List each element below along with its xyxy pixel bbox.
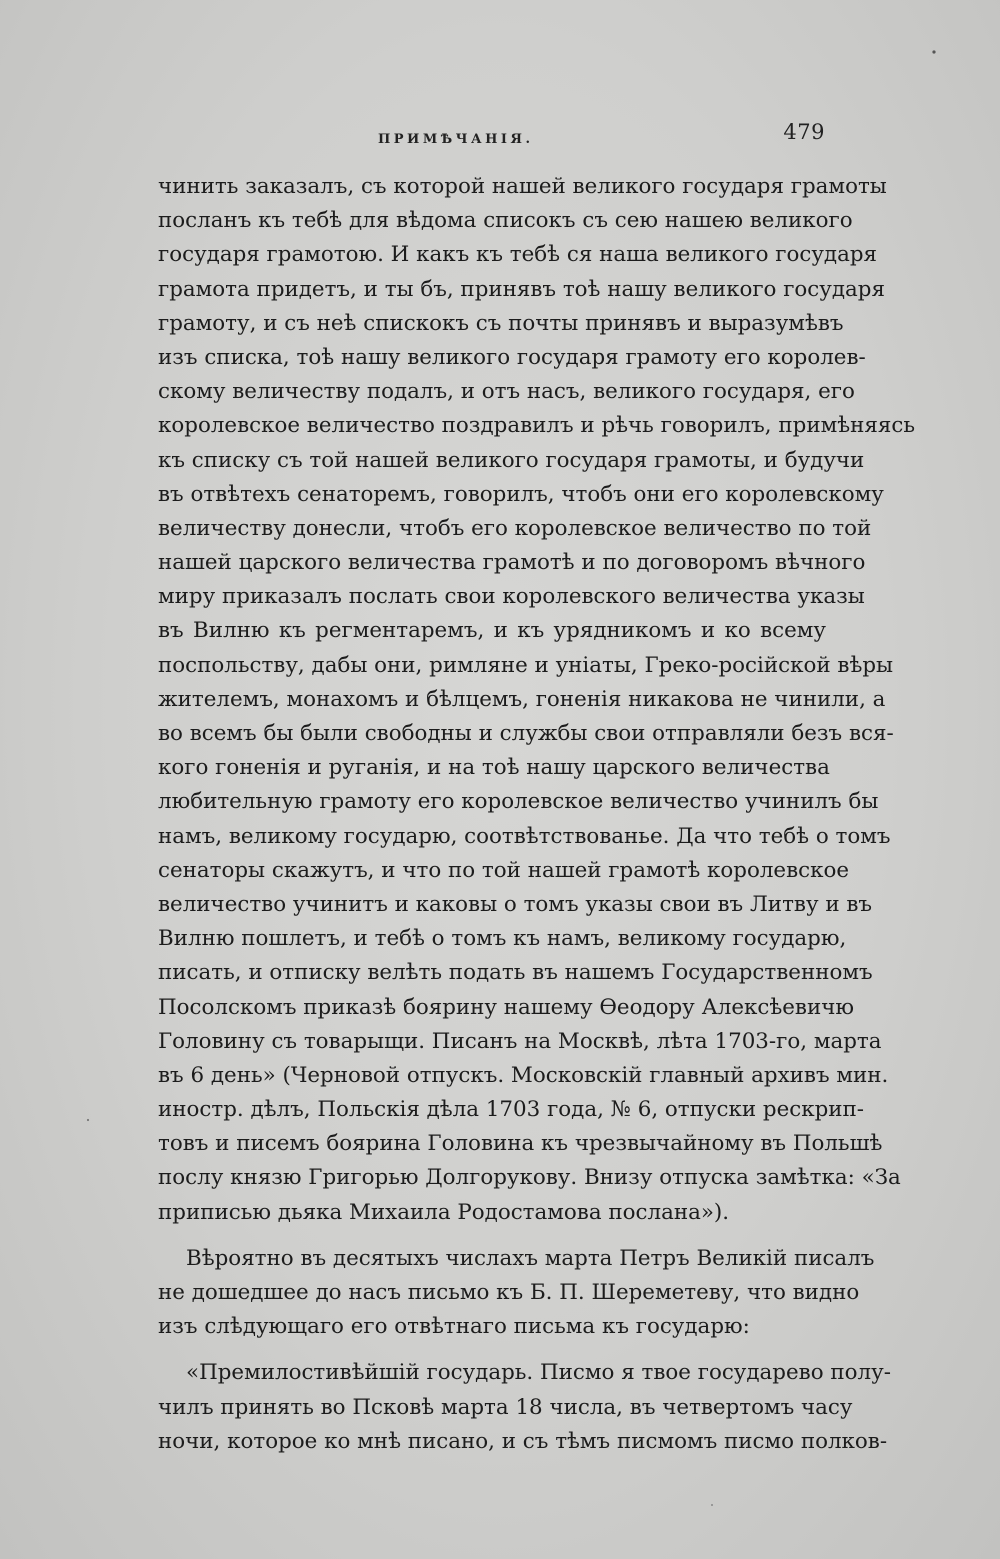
text-line: во всемъ бы были свободны и службы свои отправляли безъ вся- [158,721,894,746]
text-line: товъ и писемъ боярина Головина къ чрезвычайному въ Польшѣ [158,1131,883,1157]
text-line: скому величеству подалъ, и отъ насъ, великого государя, его [158,379,855,405]
text-line: изъ слѣдующаго его отвѣтнаго письма къ государю: [158,1314,750,1340]
text-line: поспольству, дабы они, римляне и уніаты, Греко-російской вѣры [158,652,894,678]
text-line: въ Вилню къ регментаремъ, и къ урядникомъ и ко всему [158,618,826,644]
text-line: иностр. дѣлъ, Польскія дѣла 1703 года, № 6, отпуски рескрип- [158,1097,865,1123]
text-line: чинить заказалъ, съ которой нашей великого государя грамоты [158,174,887,199]
paragraph-gap [158,1230,826,1242]
running-title: ПРИМѢЧАНІЯ. [378,132,534,147]
text-line: Головину съ товарыщи. Писанъ на Москвѣ, лѣта 1703-го, марта [158,1028,882,1054]
text-line: любительную грамоту его королевское величество учинилъ бы [158,789,879,815]
text-line: писать, и отписку велѣть подать въ нашемъ Государственномъ [158,960,873,986]
body-text [158,170,915,1459]
text-line: приписью дьяка Михаила Родостамова послана»). [158,1199,730,1225]
text-line: королевское величество поздравилъ и рѣчь говорилъ, примѣняясь [158,413,915,439]
text-line: жителемъ, монахомъ и бѣлцемъ, гоненія никакова не чинили, а [158,686,886,712]
text-line: «Премилостивѣйшій государь. Писмо я твое государево полу- [186,1360,891,1386]
text-line: кого гоненія и руганія, и на тоѣ нашу царского величества [158,755,830,781]
paragraph [158,1242,875,1345]
paper-speck [87,1119,89,1121]
text-line: государя грамотою. И какъ къ тебѣ ся наша великого государя [158,242,878,268]
paragraph-gap [158,1344,826,1356]
text-line: изъ списка, тоѣ нашу великого государя грамоту его королев- [158,344,866,370]
text-line: ночи, которое ко мнѣ писано, и съ тѣмъ писмомъ писмо полков- [158,1428,888,1454]
text-line: Посолскомъ приказѣ боярину нашему Ѳеодору Алексѣевичю [158,994,854,1020]
paragraph [158,1356,891,1459]
text-line: величество учинитъ и каковы о томъ указы свои въ Литву и въ [158,891,873,917]
text-line: намъ, великому государю, соотвѣтствованье. Да что тебѣ о томъ [158,823,891,849]
text-line: грамота придетъ, и ты бъ, принявъ тоѣ нашу великого государя [158,276,885,302]
text-line: Вилню пошлетъ, и тебѣ о томъ къ намъ, великому государю, [158,926,847,952]
text-line: не дошедшее до насъ письмо къ Б. П. Шереметеву, что видно [158,1280,860,1305]
page-number: 479 [783,120,825,144]
text-line: Вѣроятно въ десятыхъ числахъ марта Петръ Великій писалъ [186,1245,875,1271]
text-line: нашей царского величества грамотѣ и по договоромъ вѣчного [158,550,866,576]
text-line: сенаторы скажутъ, и что по той нашей грамотѣ королевское [158,857,850,883]
text-line: послу князю Григорью Долгорукову. Внизу отпуска замѣтка: «За [158,1165,901,1191]
text-line: миру приказалъ послать свои королевского величества указы [158,584,865,610]
paper-speck [932,50,935,53]
text-line: въ отвѣтехъ сенаторемъ, говорилъ, чтобъ они его королевскому [158,481,884,507]
text-line: чилъ принять во Псковѣ марта 18 числа, въ четвертомъ часу [158,1394,853,1420]
text-line: величеству донесли, чтобъ его королевское величество по той [158,515,872,541]
page-header [160,118,825,154]
paper-speck [711,1504,713,1506]
text-line: въ 6 день» (Черновой отпускъ. Московскій главный архивъ мин. [158,1062,889,1088]
paragraph [158,170,915,1230]
text-line: грамоту, и съ неѣ спискокъ съ почты принявъ и выразумѣвъ [158,310,844,336]
text-line: посланъ къ тебѣ для вѣдома списокъ съ сею нашею великого [158,208,853,234]
text-line: къ списку съ той нашей великого государя грамоты, и будучи [158,447,865,473]
